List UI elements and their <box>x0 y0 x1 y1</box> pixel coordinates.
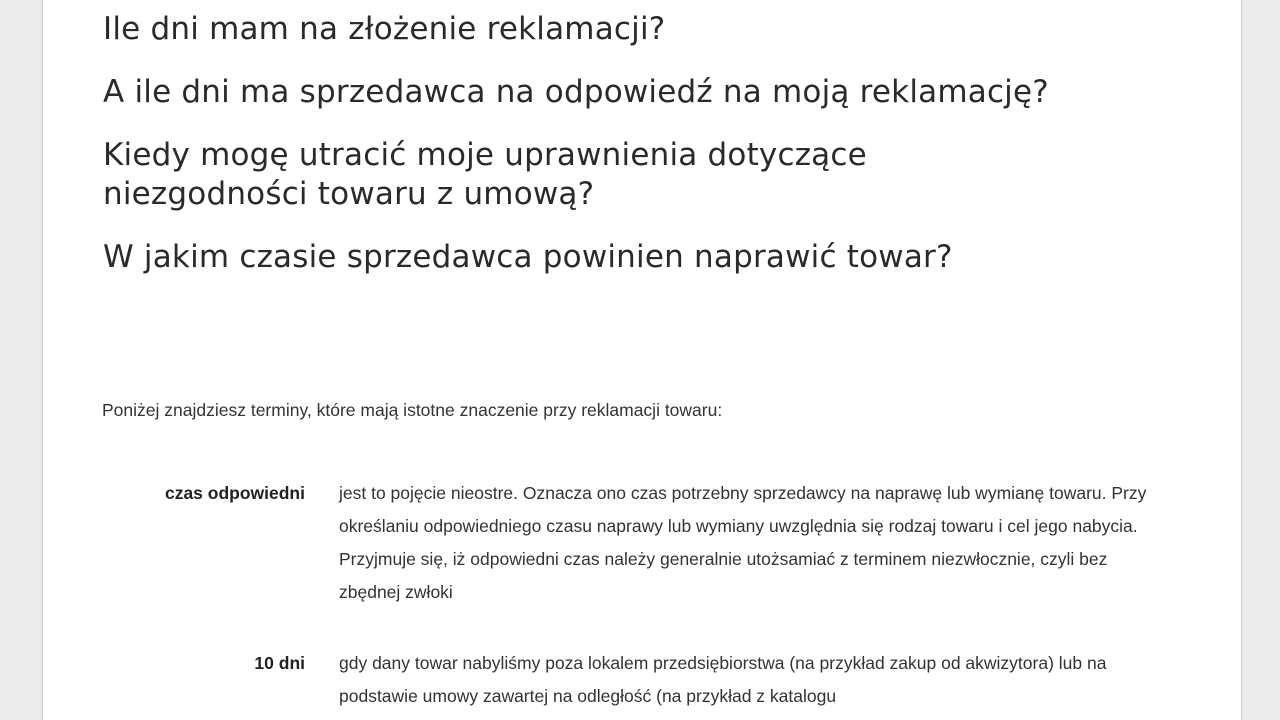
question-heading: A ile dni ma sprzedawca na odpowiedź na moją reklamację? <box>103 74 1049 110</box>
term-row <box>43 477 1241 609</box>
terms-list <box>43 477 1241 720</box>
question-heading: W jakim czasie sprzedawca powinien naprawić towar? <box>103 239 953 275</box>
term-definition: jest to pojęcie nieostre. Oznacza ono czas potrzebny sprzedawcy na naprawę lub wymianę towaru. Przy określaniu odpowiedniego czasu naprawy lub wymiany uwzględnia się rodzaj towaru i cel jego nabycia. Przyjmuje się, iż odpowiedni czas należy generalnie utożsamiać z terminem niezwłocznie, czyli bez zbędnej zwłoki <box>339 483 1147 602</box>
question-list <box>103 10 1203 301</box>
question-heading: Ile dni mam na złożenie reklamacji? <box>103 11 666 47</box>
term-definition: gdy dany towar nabyliśmy poza lokalem przedsiębiorstwa (na przykład zakup od akwizytora) lub na podstawie umowy zawartej na odległość (na przykład z katalogu <box>339 653 1107 706</box>
question-heading: Kiedy mogę utracić moje uprawnienia dotyczące niezgodności towaru z umową? <box>103 137 867 212</box>
term-name: 10 dni <box>254 653 305 673</box>
term-name: czas odpowiedni <box>164 483 305 503</box>
term-row <box>43 647 1241 713</box>
intro-text: Poniżej znajdziesz terminy, które mają istotne znaczenie przy reklamacji towaru: <box>102 400 723 420</box>
document-page <box>42 0 1242 720</box>
